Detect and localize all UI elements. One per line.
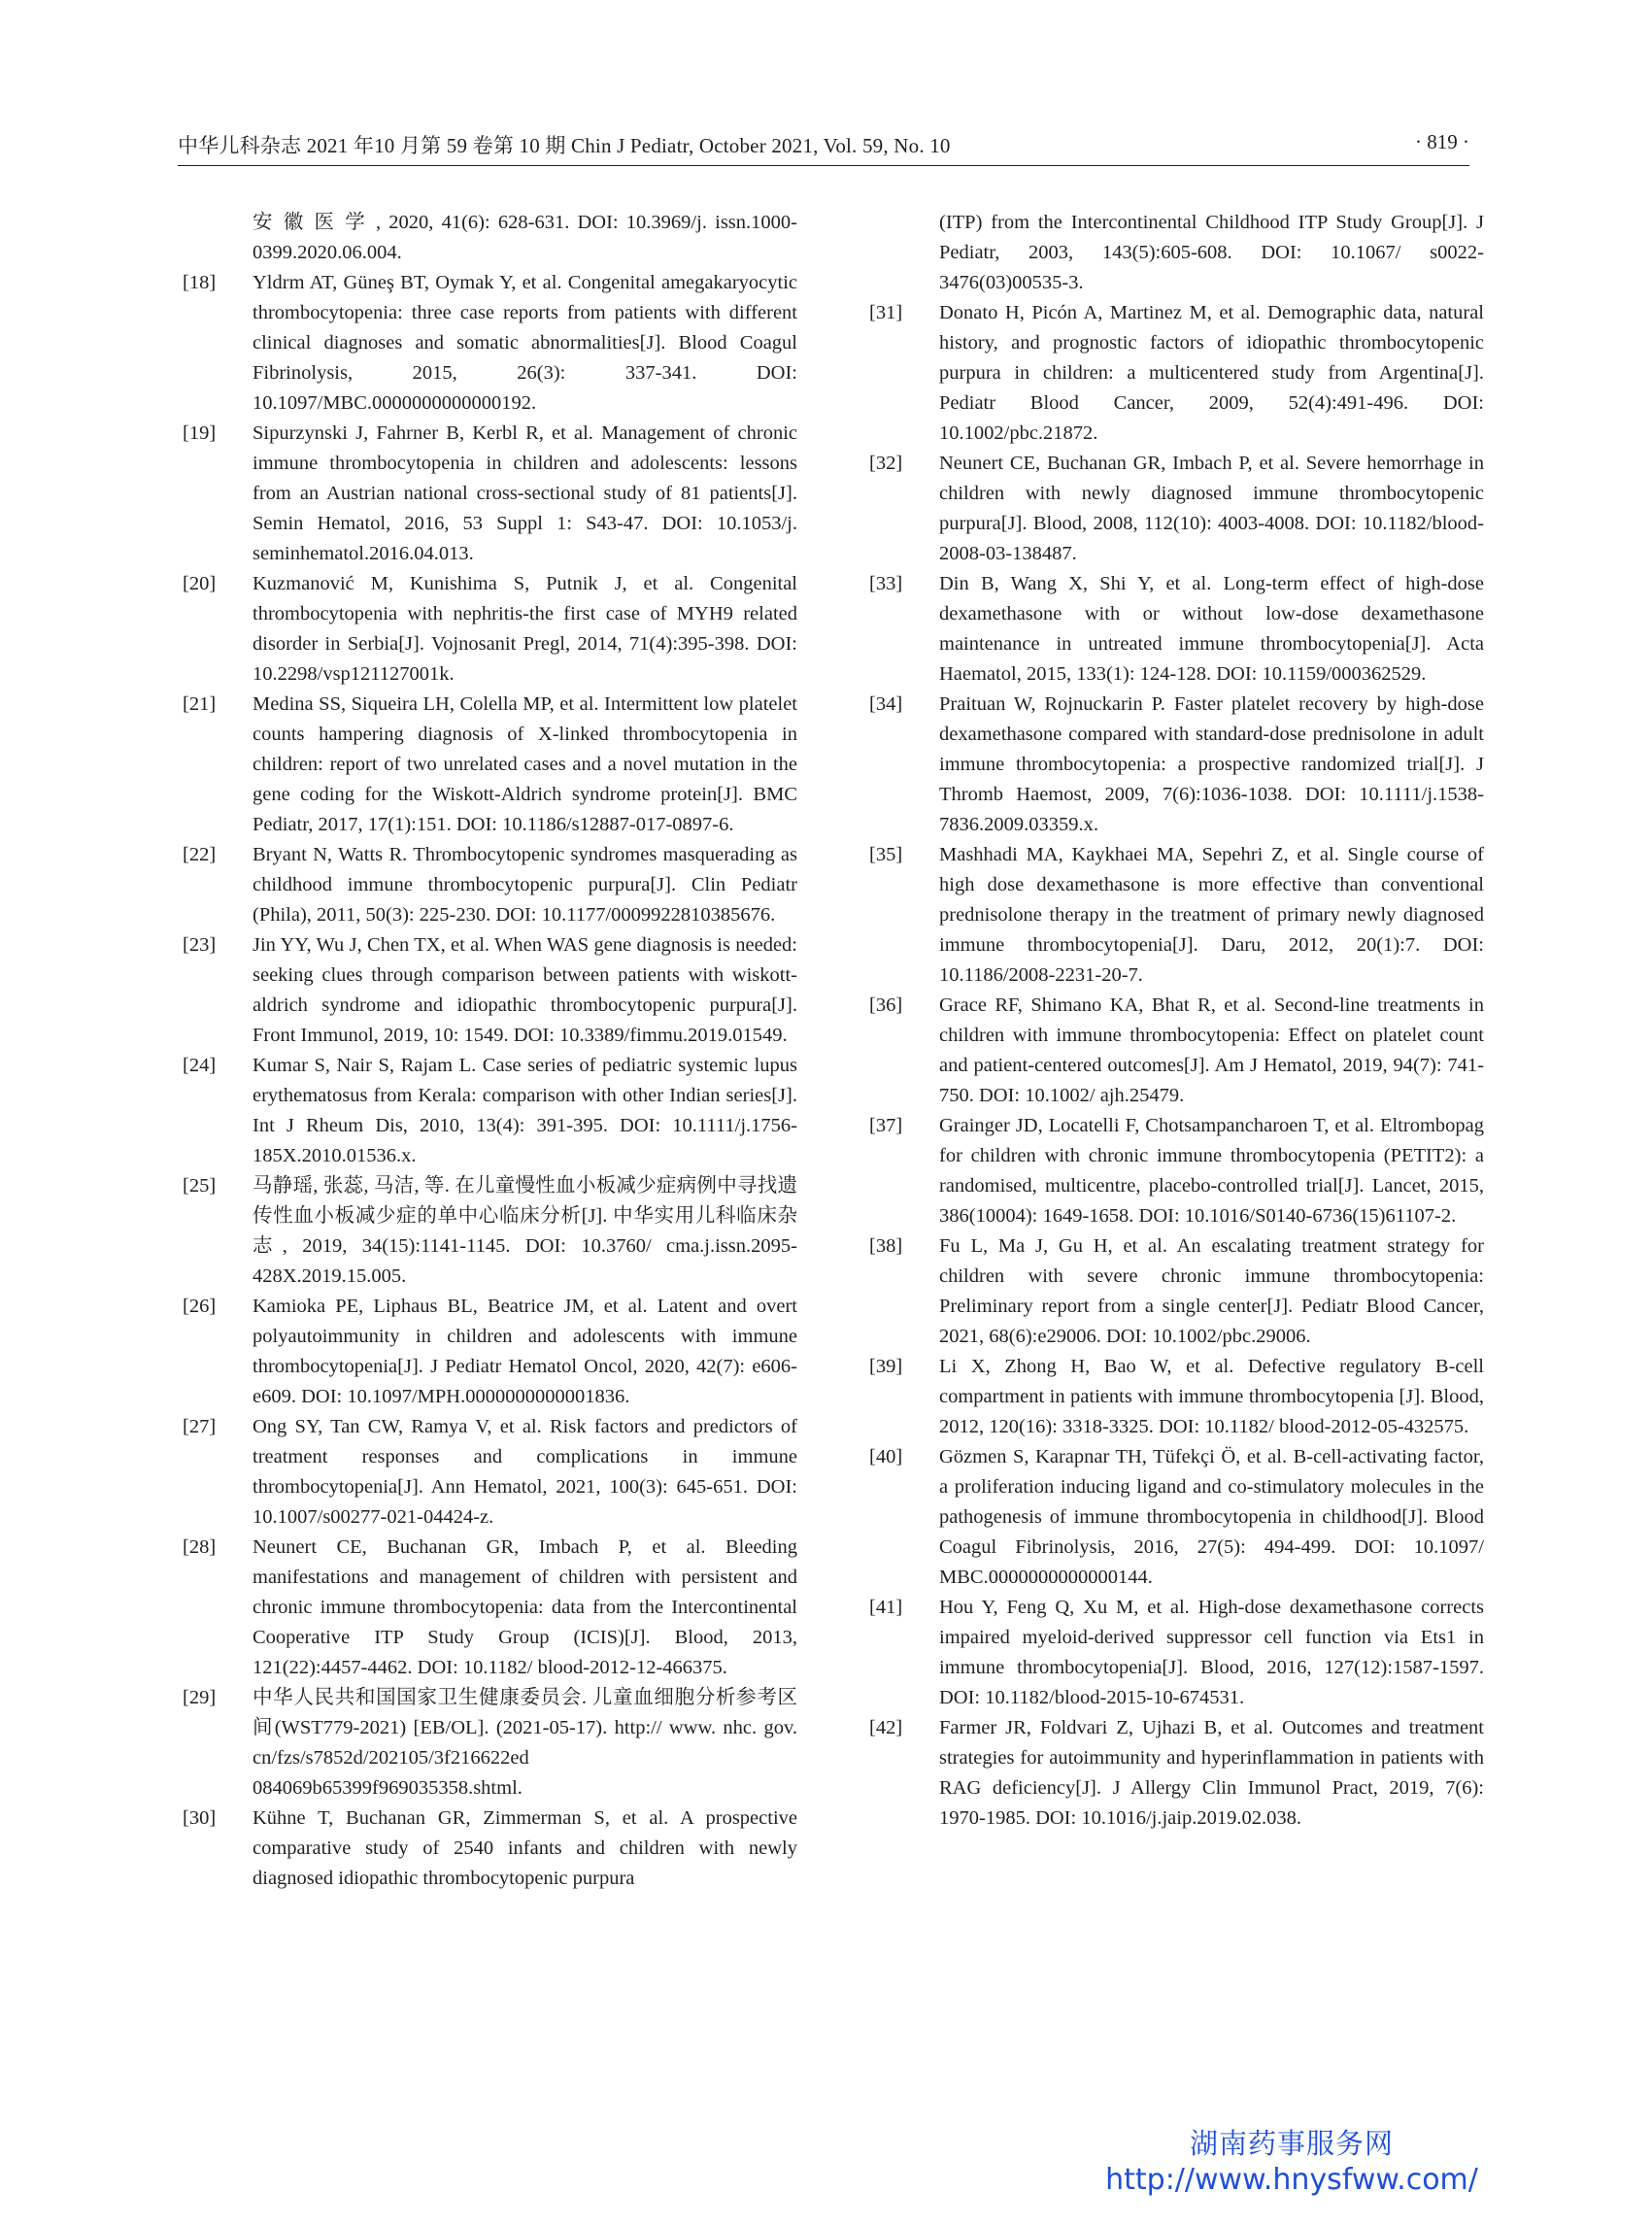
reference-number: [40]: [869, 1446, 903, 1467]
reference-text: 马静瑶, 张蕊, 马洁, 等. 在儿童慢性血小板减少症病例中寻找遗传性血小板减少症的单中心临床分析[J]. 中华实用儿科临床杂志, 2019, 34(15):1141-1145. DOI: 10.3760/ cma.j.issn.2095-428X.2019.15.005.: [253, 1175, 797, 1287]
reference-number: [36]: [869, 995, 903, 1016]
reference-item: [183, 268, 797, 419]
reference-text: Hou Y, Feng Q, Xu M, et al. High-dose dexamethasone corrects impaired myeloid-derived suppressor cell function via Ets1 in immune thrombocytopenia[J]. Blood, 2016, 127(12):1587-1597. DOI: 10.1182/blood-2015-10-674531.: [939, 1597, 1484, 1708]
reference-text: Grace RF, Shimano KA, Bhat R, et al. Second-line treatments in children with immune thrombocytopenia: Effect on platelet count and patient-centered outcomes[J]. Am J Hematol, 2019, 94(7): 741-750. DOI: 10.1002/ ajh.25479.: [939, 995, 1484, 1106]
reference-text: Bryant N, Watts R. Thrombocytopenic syndromes masquerading as childhood immune thrombocytopenic purpura[J]. Clin Pediatr (Phila), 2011, 50(3): 225-230. DOI: 10.1177/0009922810385676.: [253, 844, 797, 926]
reference-item: [869, 298, 1484, 449]
reference-number: [19]: [183, 422, 217, 444]
reference-text: Farmer JR, Foldvari Z, Ujhazi B, et al. Outcomes and treatment strategies for autoimmunity and hyperinflammation in patients with RAG deficiency[J]. J Allergy Clin Immunol Pract, 2019, 7(6): 1970-1985. DOI: 10.1016/j.jaip.2019.02.038.: [939, 1717, 1484, 1829]
reference-text: 中华人民共和国国家卫生健康委员会. 儿童血细胞分析参考区间(WST779-2021) [EB/OL]. (2021-05-17). http:// www. nhc. gov. cn/fzs/s7852d/202105/3f216622ed 084069b65399f969035358.shtml.: [253, 1687, 797, 1799]
right-column: [869, 208, 1484, 1834]
reference-number: [39]: [869, 1356, 903, 1377]
reference-number: [31]: [869, 302, 903, 323]
reference-number: [35]: [869, 844, 903, 865]
reference-text: Praituan W, Rojnuckarin P. Faster platelet recovery by high-dose dexamethasone compared with standard-dose prednisolone in adult immune thrombocytopenia: a prospective randomized trial[J]. J Thromb Haemost, 2009, 7(6):1036-1038. DOI: 10.1111/j.1538-7836.2009.03359.x.: [939, 693, 1484, 835]
reference-text: Mashhadi MA, Kaykhaei MA, Sepehri Z, et al. Single course of high dose dexamethasone is more effective than conventional prednisolone therapy in the treatment of primary newly diagnosed immune thrombocytopenia[J]. Daru, 2012, 20(1):7. DOI: 10.1186/2008-2231-20-7.: [939, 844, 1484, 986]
reference-text: Sipurzynski J, Fahrner B, Kerbl R, et al. Management of chronic immune thrombocytopenia in children and adolescents: lessons from an Austrian national cross-sectional study of 81 patients[J]. Semin Hematol, 2016, 53 Suppl 1: S43-47. DOI: 10.1053/j. seminhematol.2016.04.013.: [253, 422, 797, 564]
reference-item: [183, 1412, 797, 1533]
reference-number: [41]: [869, 1597, 903, 1618]
reference-number: [28]: [183, 1536, 217, 1558]
reference-item: [183, 1533, 797, 1683]
right-continuation: (ITP) from the Intercontinental Childhood ITP Study Group[J]. J Pediatr, 2003, 143(5):605-608. DOI: 10.1067/ s0022-3476(03)00535-3.: [939, 212, 1484, 293]
reference-text: Yldrm AT, Güneş BT, Oymak Y, et al. Congenital amegakaryocytic thrombocytopenia: three case reports from patients with different clinical diagnoses and somatic abnormalities[J]. Blood Coagul Fibrinolysis, 2015, 26(3): 337-341. DOI: 10.1097/MBC.0000000000000192.: [253, 272, 797, 414]
reference-number: [42]: [869, 1717, 903, 1738]
watermark-cn: 湖南药事服务网: [1189, 2127, 1394, 2160]
reference-item: [869, 1352, 1484, 1442]
reference-number: [25]: [183, 1175, 217, 1197]
reference-text: Li X, Zhong H, Bao W, et al. Defective regulatory B-cell compartment in patients with immune thrombocytopenia [J]. Blood, 2012, 120(16): 3318-3325. DOI: 10.1182/ blood-2012-05-432575.: [939, 1356, 1484, 1437]
reference-number: [24]: [183, 1055, 217, 1076]
reference-item: [183, 1683, 797, 1804]
reference-text: Ong SY, Tan CW, Ramya V, et al. Risk factors and predictors of treatment responses and complications in immune thrombocytopenia[J]. Ann Hematol, 2021, 100(3): 645-651. DOI: 10.1007/s00277-021-04424-z.: [253, 1416, 797, 1528]
reference-item: [183, 419, 797, 569]
watermark-url[interactable]: http://www.hnysfww.com/: [1105, 2163, 1478, 2197]
journal-citation: 中华儿科杂志 2021 年10 月第 59 卷第 10 期 Chin J Pediatr, October 2021, Vol. 59, No. 10: [178, 134, 951, 157]
reference-number: [37]: [869, 1115, 903, 1136]
right-reference-list: [869, 298, 1484, 1834]
reference-item: [183, 1171, 797, 1292]
reference-text: Kumar S, Nair S, Rajam L. Case series of pediatric systemic lupus erythematosus from Kerala: comparison with other Indian series[J]. Int J Rheum Dis, 2010, 13(4): 391-395. DOI: 10.1111/j.1756-185X.2010.01536.x.: [253, 1055, 797, 1166]
reference-number: [38]: [869, 1235, 903, 1257]
reference-item: [183, 1804, 797, 1894]
reference-text: Fu L, Ma J, Gu H, et al. An escalating treatment strategy for children with severe chronic immune thrombocytopenia: Preliminary report from a single center[J]. Pediatr Blood Cancer, 2021, 68(6):e29006. DOI: 10.1002/pbc.29006.: [939, 1235, 1484, 1347]
running-header: [178, 130, 1469, 165]
reference-item: [869, 690, 1484, 840]
reference-text: Medina SS, Siqueira LH, Colella MP, et al. Intermittent low platelet counts hampering diagnosis of X-linked thrombocytopenia in children: report of two unrelated cases and a novel mutation in the gene coding for the Wiskott-Aldrich syndrome protein[J]. BMC Pediatr, 2017, 17(1):151. DOI: 10.1186/s12887-017-0897-6.: [253, 693, 797, 835]
reference-item: [869, 1111, 1484, 1231]
reference-number: [32]: [869, 453, 903, 474]
reference-item: [183, 840, 797, 930]
reference-item: [869, 991, 1484, 1111]
reference-number: [26]: [183, 1296, 217, 1317]
reference-item: [869, 1442, 1484, 1593]
reference-text: Donato H, Picón A, Martinez M, et al. Demographic data, natural history, and prognostic factors of idiopathic thrombocytopenic purpura in children: a multicentered study from Argentina[J]. Pediatr Blood Cancer, 2009, 52(4):491-496. DOI: 10.1002/pbc.21872.: [939, 302, 1484, 444]
reference-text: Grainger JD, Locatelli F, Chotsampancharoen T, et al. Eltrombopag for children with chronic immune thrombocytopenia (PETIT2): a randomised, multicentre, placebo-controlled trial[J]. Lancet, 2015, 386(10004): 1649-1658. DOI: 10.1016/S0140-6736(15)61107-2.: [939, 1115, 1484, 1227]
reference-item: [183, 569, 797, 690]
reference-text: Gözmen S, Karapnar TH, Tüfekçi Ö, et al. B-cell-activating factor, a proliferation inducing ligand and co-stimulatory molecules in the pathogenesis of immune thrombocytopenia in childhood[J]. Blood Coagul Fibrinolysis, 2016, 27(5): 494-499. DOI: 10.1097/ MBC.0000000000000144.: [939, 1446, 1484, 1588]
reference-item: [869, 1713, 1484, 1834]
reference-number: [23]: [183, 934, 217, 956]
header-rule: [178, 165, 1469, 166]
reference-number: [30]: [183, 1807, 217, 1829]
reference-item: [183, 690, 797, 840]
left-column: [183, 208, 797, 1894]
reference-item: [869, 840, 1484, 991]
reference-number: [21]: [183, 693, 217, 715]
reference-item: [869, 449, 1484, 569]
reference-text: Kamioka PE, Liphaus BL, Beatrice JM, et al. Latent and overt polyautoimmunity in children and adolescents with immune thrombocytopenia[J]. J Pediatr Hematol Oncol, 2020, 42(7): e606-e609. DOI: 10.1097/MPH.0000000000001836.: [253, 1296, 797, 1407]
reference-number: [34]: [869, 693, 903, 715]
reference-number: [29]: [183, 1687, 217, 1708]
reference-item: [183, 1292, 797, 1412]
reference-item: [183, 1051, 797, 1171]
reference-number: [22]: [183, 844, 217, 865]
watermark: [1097, 2124, 1486, 2198]
reference-number: [20]: [183, 573, 217, 594]
reference-text: Din B, Wang X, Shi Y, et al. Long-term effect of high-dose dexamethasone with or without low-dose dexamethasone maintenance in untreated immune thrombocytopenia[J]. Acta Haematol, 2015, 133(1): 124-128. DOI: 10.1159/000362529.: [939, 573, 1484, 685]
page-number: · 819 ·: [1415, 130, 1469, 153]
left-continuation: 安 徽 医 学 , 2020, 41(6): 628-631. DOI: 10.3969/j. issn.1000-0399.2020.06.004.: [253, 212, 797, 263]
reference-item: [869, 569, 1484, 690]
reference-item: [183, 930, 797, 1051]
reference-text: Neunert CE, Buchanan GR, Imbach P, et al. Bleeding manifestations and management of children with persistent and chronic immune thrombocytopenia: data from the Intercontinental Cooperative ITP Study Group (ICIS)[J]. Blood, 2013, 121(22):4457-4462. DOI: 10.1182/ blood-2012-12-466375.: [253, 1536, 797, 1678]
reference-number: [27]: [183, 1416, 217, 1437]
reference-number: [33]: [869, 573, 903, 594]
reference-item: [869, 1593, 1484, 1713]
reference-item: [869, 1231, 1484, 1352]
reference-text: Kühne T, Buchanan GR, Zimmerman S, et al. A prospective comparative study of 2540 infants and children with newly diagnosed idiopathic thrombocytopenic purpura: [253, 1807, 797, 1889]
left-reference-list: [183, 268, 797, 1894]
reference-text: Kuzmanović M, Kunishima S, Putnik J, et al. Congenital thrombocytopenia with nephritis-the first case of MYH9 related disorder in Serbia[J]. Vojnosanit Pregl, 2014, 71(4):395-398. DOI: 10.2298/vsp121127001k.: [253, 573, 797, 685]
reference-text: Neunert CE, Buchanan GR, Imbach P, et al. Severe hemorrhage in children with newly diagnosed immune thrombocytopenic purpura[J]. Blood, 2008, 112(10): 4003-4008. DOI: 10.1182/blood-2008-03-138487.: [939, 453, 1484, 564]
reference-text: Jin YY, Wu J, Chen TX, et al. When WAS gene diagnosis is needed: seeking clues through comparison between patients with wiskott-aldrich syndrome and idiopathic thrombocytopenic purpura[J]. Front Immunol, 2019, 10: 1549. DOI: 10.3389/fimmu.2019.01549.: [253, 934, 797, 1046]
reference-number: [18]: [183, 272, 217, 293]
